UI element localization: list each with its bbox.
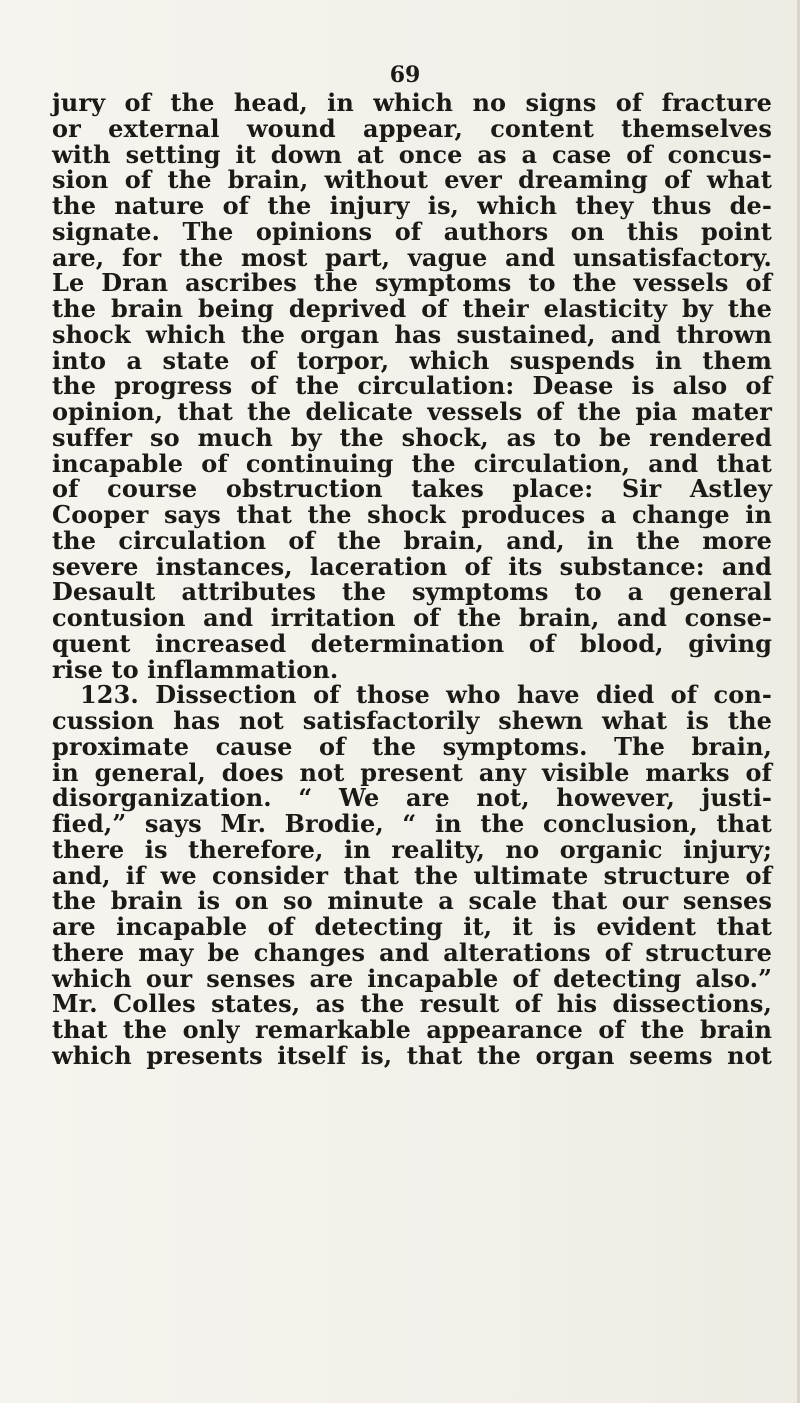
text-line: in general, does not present any visible marks of — [52, 757, 772, 787]
text-line: the circulation of the brain, and, in the more — [52, 525, 772, 555]
text-line: incapable of continuing the circulation, and that — [52, 448, 772, 478]
text-line: contusion and irritation of the brain, and conse- — [52, 603, 772, 632]
text-line: fied,” says Mr. Brodie, “ in the conclusion, that — [52, 809, 772, 838]
text-line: opinion, that the delicate vessels of the pia mater — [52, 397, 772, 426]
text-line: Cooper says that the shock produces a change in — [52, 500, 772, 529]
text-line: there is therefore, in reality, no organic injury; — [52, 834, 772, 864]
text-line: and, if we consider that the ultimate structure of — [52, 860, 772, 890]
text-line: signate. The opinions of authors on this point — [52, 216, 772, 246]
text-line: Mr. Colles states, as the result of his dissections, — [52, 989, 772, 1019]
text-line: severe instances, laceration of its substance: and — [52, 551, 772, 581]
text-line: which our senses are incapable of detecting also.” — [52, 963, 772, 993]
body-text — [52, 90, 772, 1069]
text-line: that the only remarkable appearance of the brain — [52, 1015, 772, 1044]
text-line: of course obstruction takes place: Sir Astley — [52, 474, 772, 504]
text-line: which presents itself is, that the organ seems not — [52, 1040, 772, 1070]
text-line: or external wound appear, content themselves — [52, 113, 772, 143]
text-line: the progress of the circulation: Dease is also of — [52, 371, 772, 401]
text-line: there may be changes and alterations of structure — [52, 937, 772, 967]
text-line: rise to inflammation. — [52, 654, 339, 684]
text-line: the brain being deprived of their elasticity by the — [52, 294, 772, 323]
text-line: the brain is on so minute a scale that our senses — [52, 886, 772, 916]
text-line: Desault attributes the symptoms to a general — [52, 577, 772, 607]
text-line: proximate cause of the symptoms. The brain, — [52, 731, 772, 761]
page-number: 69 — [389, 62, 421, 88]
text-line: into a state of torpor, which suspends in them — [52, 345, 772, 375]
text-line: with setting it down at once as a case of concus- — [52, 139, 772, 169]
text-line: the nature of the injury is, which they thus de- — [52, 191, 772, 220]
text-line: disorganization. “ We are not, however, justi- — [52, 783, 772, 813]
text-line: quent increased determination of blood, giving — [52, 628, 772, 658]
text-line: shock which the organ has sustained, and thrown — [52, 319, 772, 349]
text-line: cussion has not satisfactorily shewn what is the — [52, 706, 772, 735]
text-line: are incapable of detecting it, it is evident that — [52, 912, 772, 941]
text-line: suffer so much by the shock, as to be rendered — [52, 422, 772, 452]
text-line: jury of the head, in which no signs of fracture — [52, 88, 772, 117]
text-line: 123. Dissection of those who have died of con- — [80, 680, 772, 710]
text-line: Le Dran ascribes the symptoms to the vessels of — [52, 268, 772, 298]
text-line: sion of the brain, without ever dreaming of what — [52, 165, 772, 195]
text-line: are, for the most part, vague and unsatisfactory. — [52, 242, 772, 272]
